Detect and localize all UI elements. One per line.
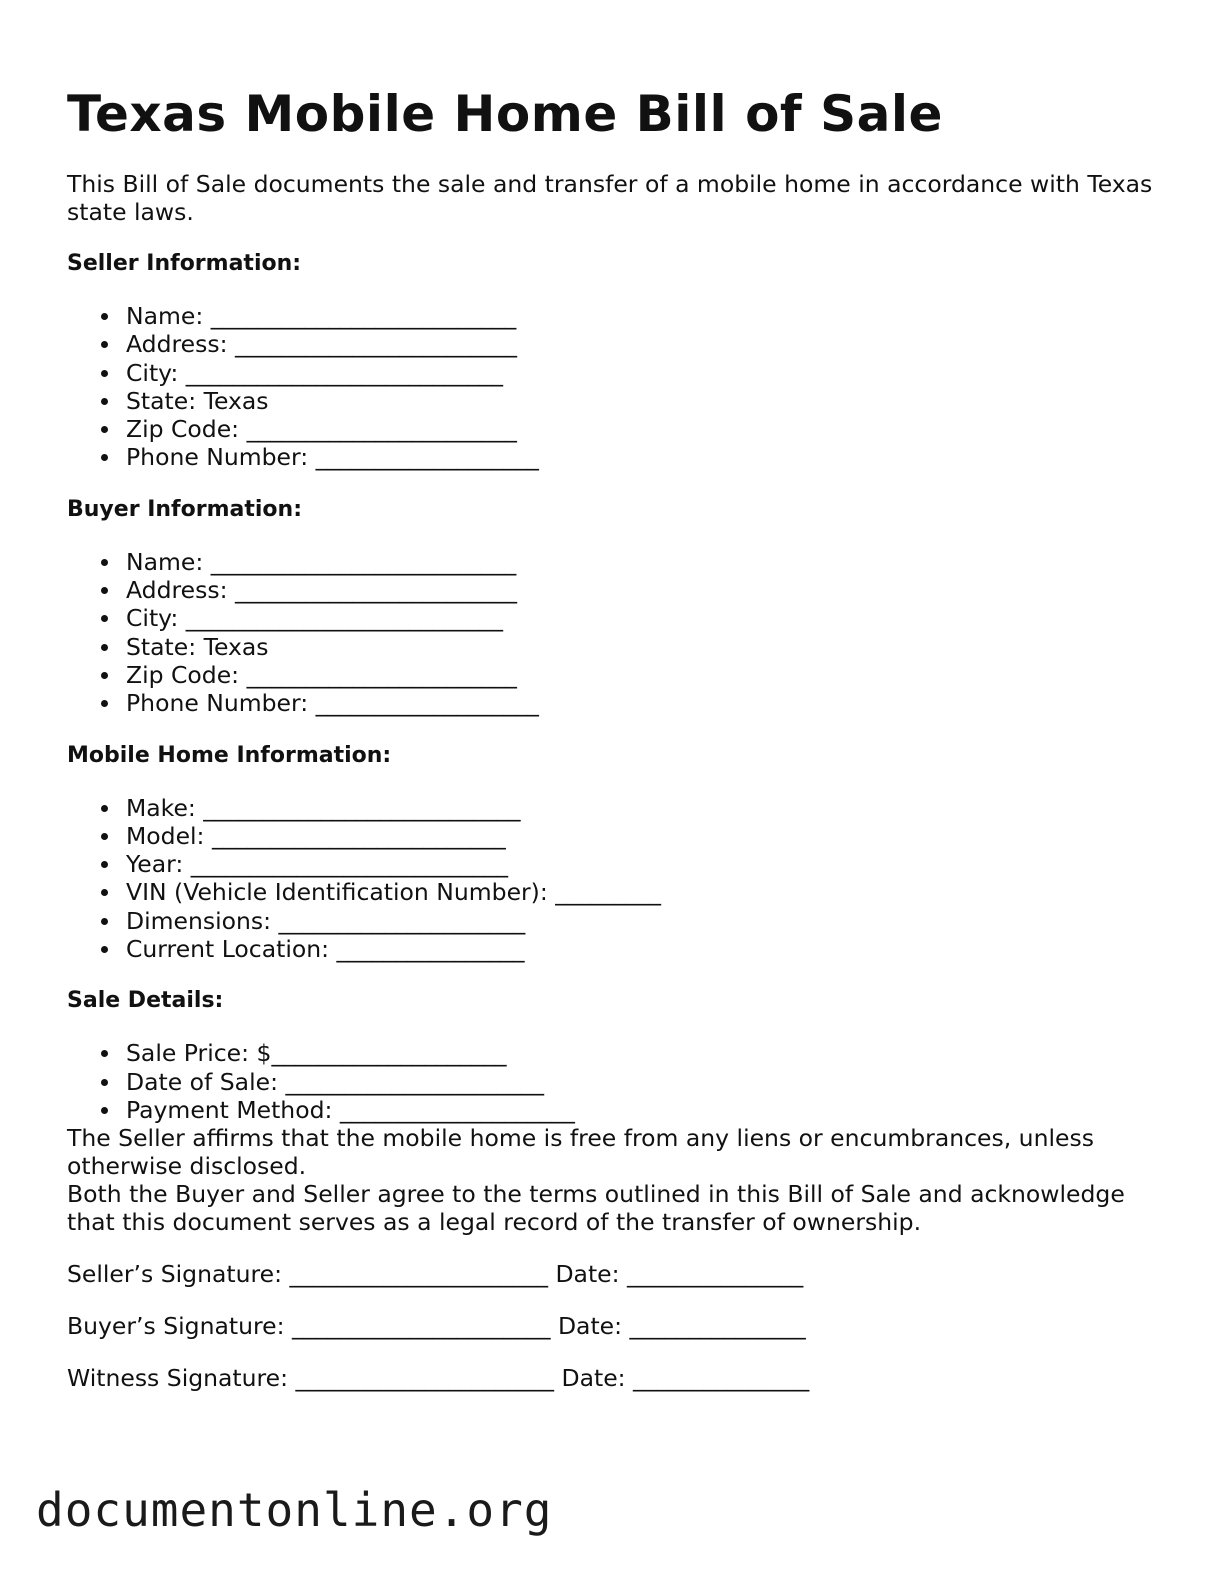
buyer-list xyxy=(67,548,1177,718)
agreement-paragraph: Both the Buyer and Seller agree to the terms outlined in this Bill of Sale and acknowledge that this document serves as a legal record of the transfer of ownership. xyxy=(67,1180,1125,1237)
current-location-field: Current Location: ________________ xyxy=(126,935,1177,963)
buyer-heading: Buyer Information: xyxy=(67,496,302,522)
buyer-city-field: City: ___________________________ xyxy=(126,604,1177,632)
sale-details-list xyxy=(67,1039,1177,1124)
buyer-zip-field: Zip Code: _______________________ xyxy=(126,661,1177,689)
watermark: documentonline.org xyxy=(36,1483,553,1537)
year-field: Year: ___________________________ xyxy=(126,850,1177,878)
date-of-sale-field: Date of Sale: ______________________ xyxy=(126,1068,1177,1096)
seller-phone-field: Phone Number: ___________________ xyxy=(126,443,1177,471)
seller-state-field: State: Texas xyxy=(126,387,1177,415)
buyer-name-field: Name: __________________________ xyxy=(126,548,1177,576)
seller-signature-line: Seller’s Signature: ______________________ Date: _______________ xyxy=(67,1260,804,1289)
model-field: Model: _________________________ xyxy=(126,822,1177,850)
buyer-signature-line: Buyer’s Signature: ______________________ Date: _______________ xyxy=(67,1312,806,1341)
seller-city-field: City: ___________________________ xyxy=(126,359,1177,387)
seller-heading: Seller Information: xyxy=(67,251,302,276)
vin-field: VIN (Vehicle Identification Number): _________ xyxy=(126,878,1177,906)
affirmation-paragraph: The Seller affirms that the mobile home is free from any liens or encumbrances, unless otherwise disclosed. xyxy=(67,1124,1094,1181)
payment-method-field: Payment Method: ____________________ xyxy=(126,1096,1177,1124)
seller-address-field: Address: ________________________ xyxy=(126,330,1177,358)
dimensions-field: Dimensions: _____________________ xyxy=(126,907,1177,935)
witness-signature-line: Witness Signature: ______________________ Date: _______________ xyxy=(67,1364,810,1393)
buyer-address-field: Address: ________________________ xyxy=(126,576,1177,604)
mobile-home-list xyxy=(67,794,1177,964)
buyer-state-field: State: Texas xyxy=(126,633,1177,661)
document-page xyxy=(67,78,1177,1392)
seller-name-field: Name: __________________________ xyxy=(126,302,1177,330)
document-title: Texas Mobile Home Bill of Sale xyxy=(67,85,943,143)
make-field: Make: ___________________________ xyxy=(126,794,1177,822)
mobile-home-heading: Mobile Home Information: xyxy=(67,742,392,768)
sale-price-field: Sale Price: $____________________ xyxy=(126,1039,1177,1067)
seller-list xyxy=(67,302,1177,472)
intro-paragraph: This Bill of Sale documents the sale and transfer of a mobile home in accordance with Texas state laws. xyxy=(67,170,1153,226)
sale-details-heading: Sale Details: xyxy=(67,988,224,1014)
buyer-phone-field: Phone Number: ___________________ xyxy=(126,689,1177,717)
seller-zip-field: Zip Code: _______________________ xyxy=(126,415,1177,443)
